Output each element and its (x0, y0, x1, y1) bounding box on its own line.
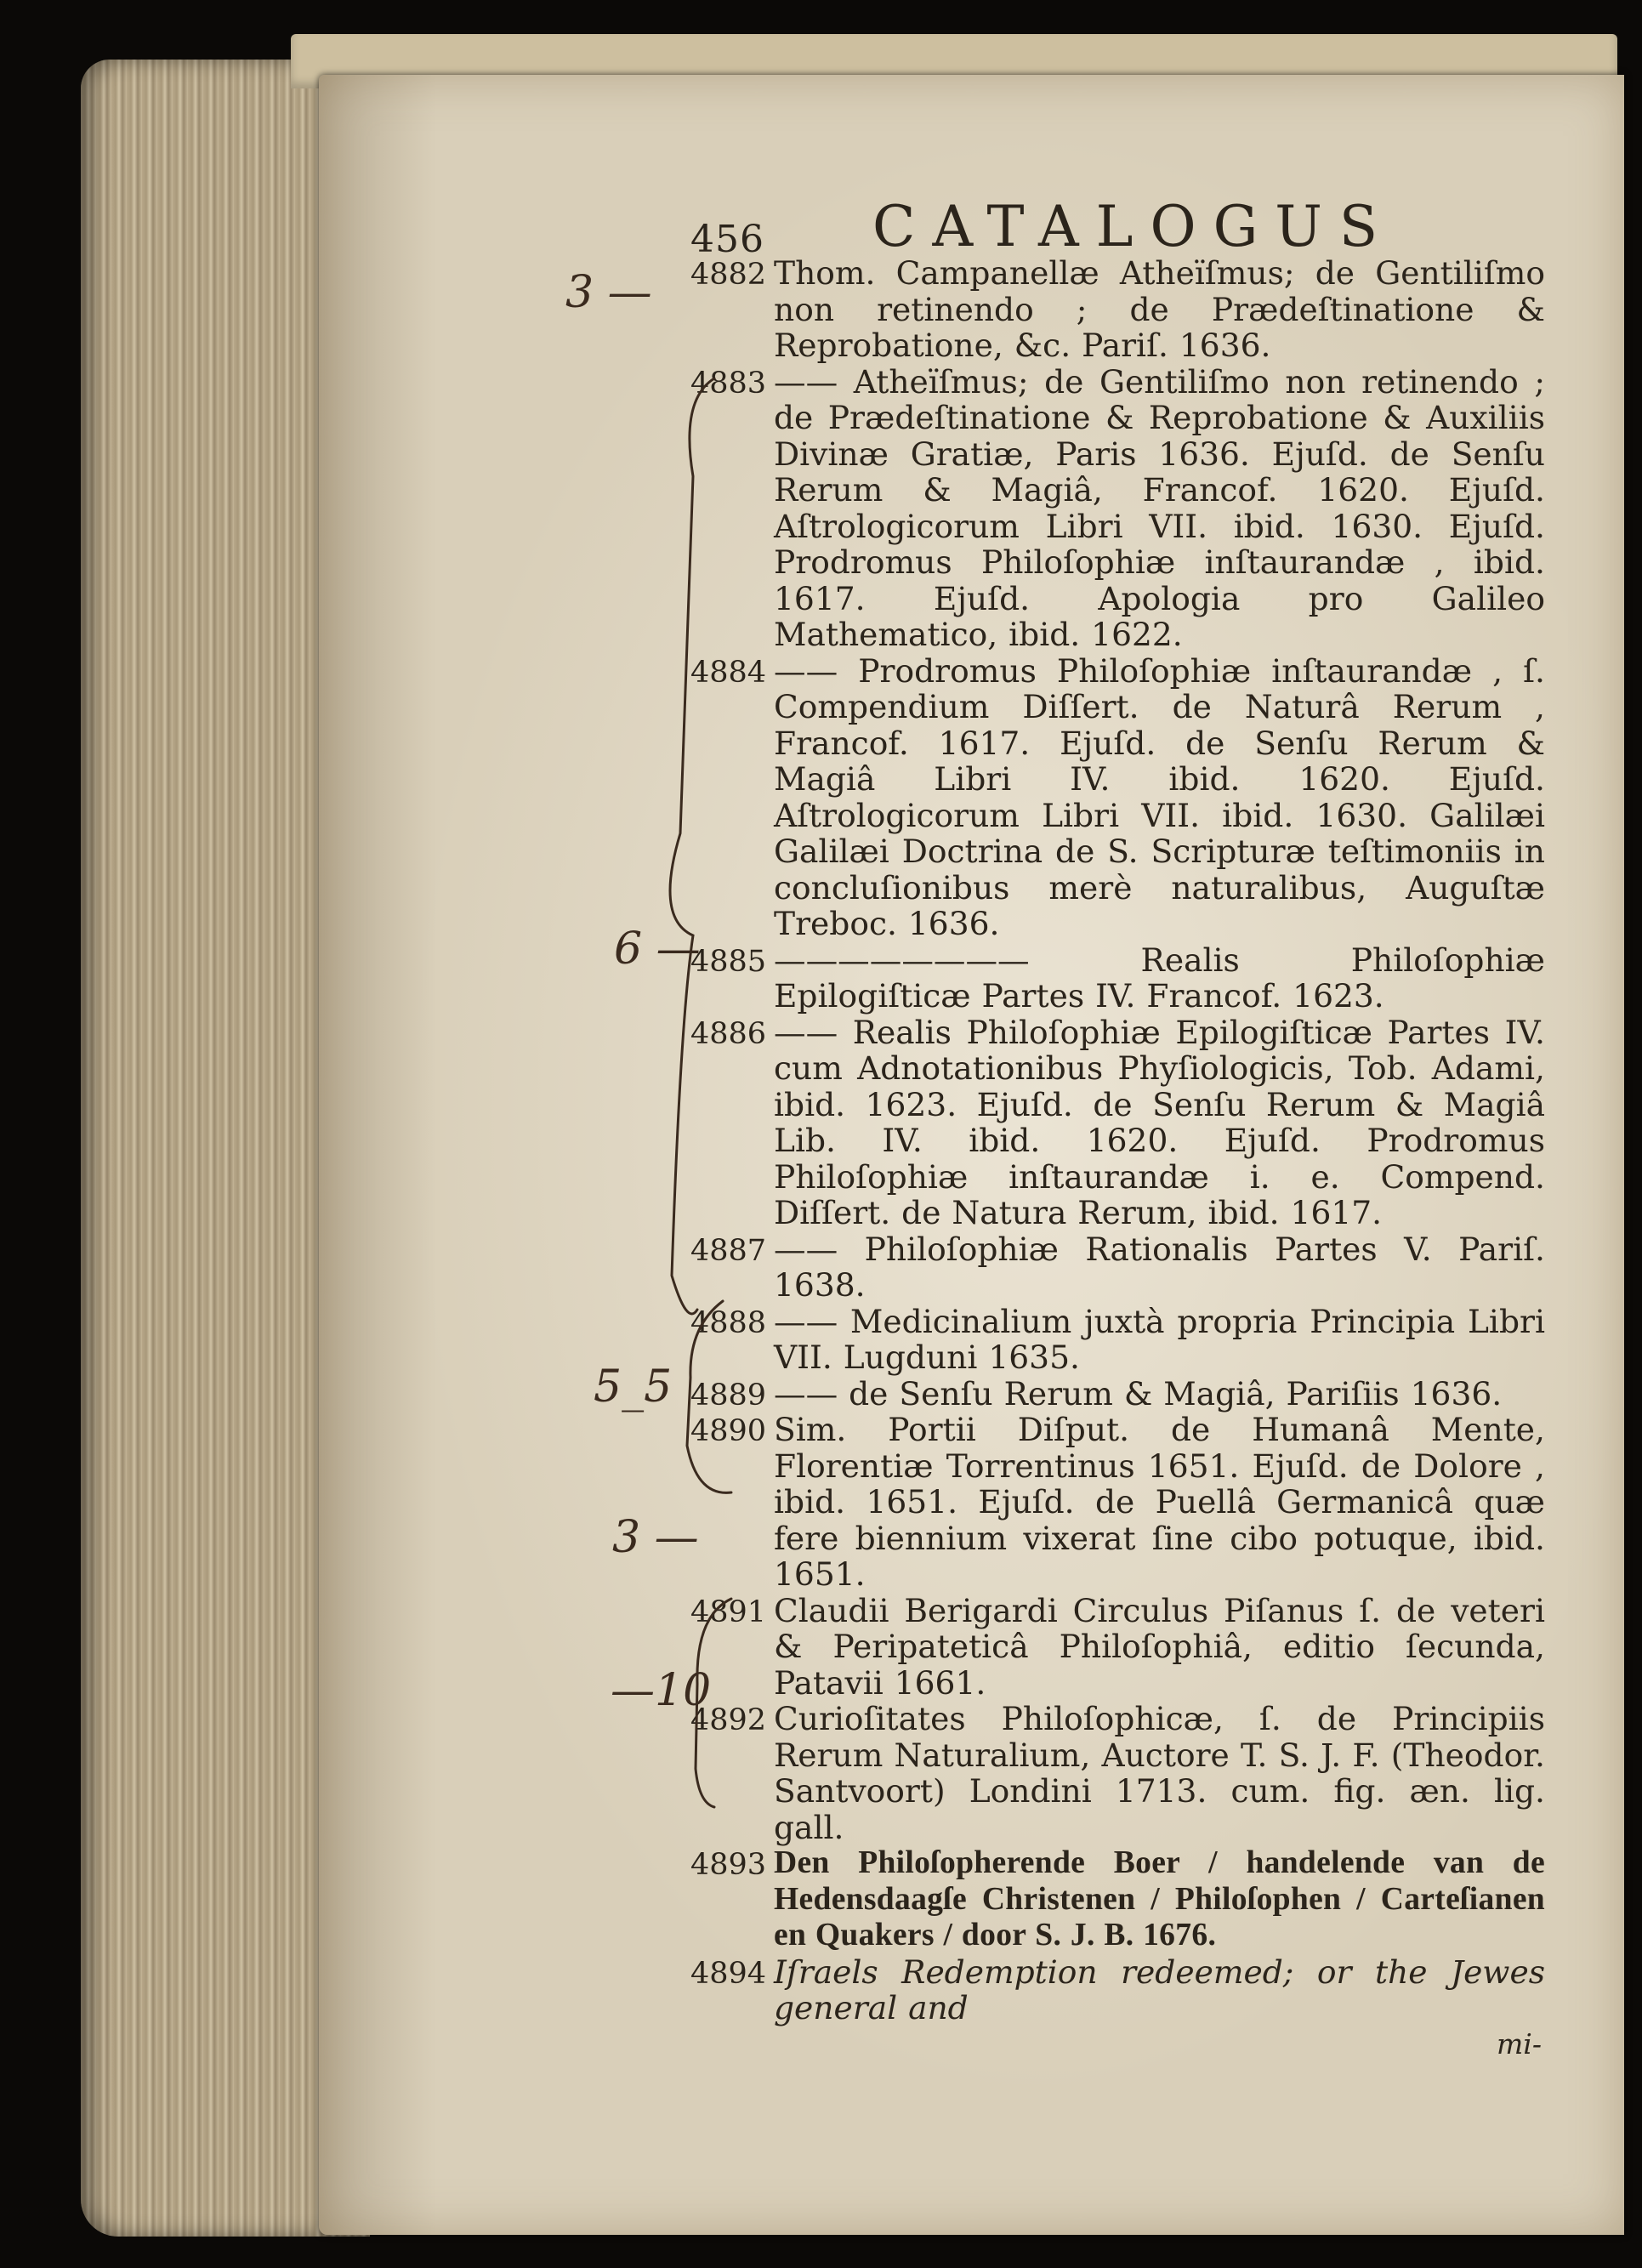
handwritten-price: —10 (611, 1665, 712, 1716)
entry-text: —— Prodromus Philoſophiæ inſtaurandæ , ſ. Compendium Diſſert. de Naturâ Rerum , Francof. 1617. Ejuſd. de Senſu Rerum & Magiâ Libri IV. ibid. 1620. Ejuſd. Aſtrologicorum Libri VII. ibid. 1630. Galilæi Galilæi Doctrina de S. Scripturæ teſtimoniis in concluſionibus merè naturalibus, Auguſtæ Treboc. 1636. (774, 651, 1545, 942)
entry-number: 4884 (690, 655, 767, 690)
entry-text: Den Philoſopherende Boer / handelende van de Hedensdaagſe Christenen / Philoſophen / Carteſianen en Quakers / door S. J. B. 1676. (774, 1845, 1545, 1953)
entry-number: 4883 (690, 366, 767, 401)
handwritten-price: 6 — (614, 924, 701, 975)
entry-number: 4891 (690, 1594, 767, 1629)
entry-number: 4886 (690, 1016, 767, 1051)
entry-text: ———————— Realis Philoſophiæ Epilogiſticæ Partes IV. Francof. 1623. (774, 941, 1545, 1015)
entry-text: Thom. Campanellæ Atheïſmus; de Gentiliſmo non retinendo ; de Prædeſtinatione & Reprobatione, &c. Pariſ. 1636. (774, 254, 1545, 364)
entry-text: —— Medicinalium juxtà propria Principia Libri VII. Lugduni 1635. (774, 1302, 1545, 1376)
page-number: 456 (690, 218, 764, 261)
handwritten-price: 3 — (565, 267, 652, 318)
entry-text: —— Atheïſmus; de Gentiliſmo non retinendo ; de Prædeſtinatione & Reprobatione & Auxiliis Divinæ Gratiæ, Paris 1636. Ejuſd. de Senſu Rerum & Magiâ, Francof. 1620. Ejuſd. Aſtrologicorum Libri VII. ibid. 1630. Ejuſd. Prodromus Philoſophiæ inſtaurandæ , ibid. 1617. Ejuſd. Apologia pro Galileo Mathematico, ibid. 1622. (774, 362, 1545, 653)
handwritten-price: 3 — (612, 1512, 699, 1563)
entry-number: 4889 (690, 1378, 767, 1413)
page-title: CATALOGUS (872, 194, 1395, 259)
bracket-4890-4891 (687, 1301, 731, 1492)
entry-text: —— Realis Philoſophiæ Epilogiſticæ Partes IV. cum Adnotationibus Phyſiologicis, Tob. Adami, ibid. 1623. Ejuſd. de Senſu Rerum & Magiâ Lib. IV. ibid. 1620. Ejuſd. Prodromus Philoſophiæ inſtaurandæ i. e. Compend. Diſſert. de Natura Rerum, ibid. 1617. (774, 1013, 1545, 1231)
catchword: mi- (1497, 2026, 1542, 2061)
entry-number: 4890 (690, 1414, 767, 1448)
entry-text: Sim. Portii Diſput. de Humanâ Mente, Florentiæ Torrentinus 1651. Ejuſd. de Dolore , ibid. 1651. Ejuſd. de Puellâ Germanicâ quæ fere biennium vixerat ſine cibo potuque, ibid. 1651. (774, 1411, 1545, 1593)
entry-text: —— de Senſu Rerum & Magiâ, Pariſiis 1636. (774, 1374, 1503, 1413)
entry-text: Curioſitates Philoſophicæ, ſ. de Principiis Rerum Naturalium, Auctore T. S. J. F. (Theodor. Santvoort) Londini 1713. cum. fig. æn. lig. gall. (774, 1700, 1545, 1846)
bracket-4883-4889 (670, 378, 714, 1314)
entry-number: 4882 (690, 258, 767, 292)
entry-text: Iſraels Redemption redeemed; or the Jewes general and (774, 1953, 1545, 2026)
entry-number: 4887 (690, 1233, 767, 1268)
entry-text: —— Philoſophiæ Rationalis Partes V. Pariſ. 1638. (774, 1230, 1545, 1304)
entry-text: Claudii Berigardi Circulus Piſanus ſ. de veteri & Peripateticâ Philoſophiâ, editio ſecunda, Patavii 1661. (774, 1591, 1545, 1702)
entry-number: 4893 (690, 1848, 767, 1882)
handwritten-price: 5_5 (594, 1361, 673, 1413)
entry-number: 4892 (690, 1703, 767, 1737)
entry-number: 4885 (690, 944, 767, 979)
entry-number: 4894 (690, 1956, 767, 1991)
entry-number: 4888 (690, 1305, 767, 1340)
